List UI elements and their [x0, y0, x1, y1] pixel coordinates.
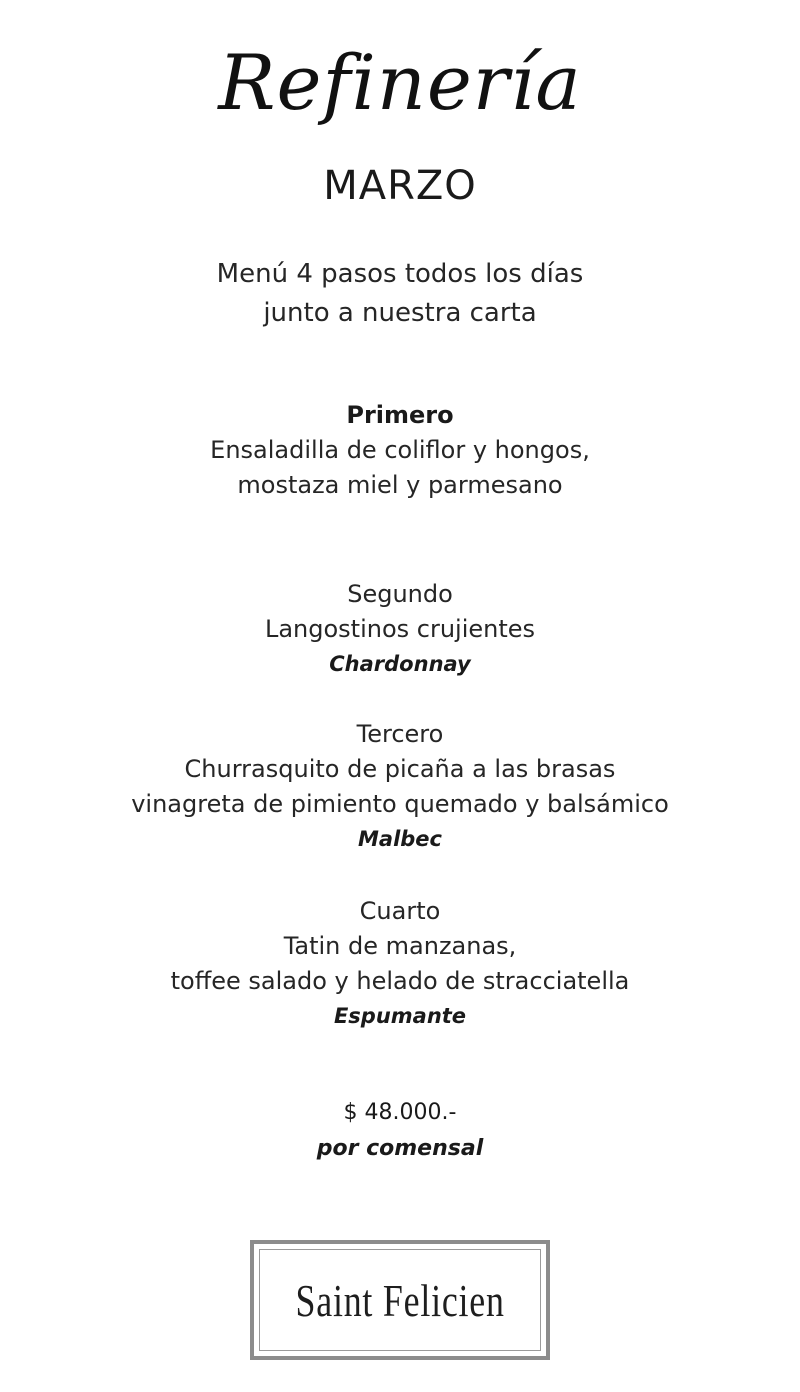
logo-text: Saint Felicien [295, 1274, 505, 1326]
price-per-person: por comensal [316, 1136, 484, 1161]
month-title: MARZO [323, 163, 477, 209]
course-dish-line: Churrasquito de picaña a las brasas [184, 755, 616, 783]
intro-line: junto a nuestra carta [263, 298, 537, 328]
course-title: Segundo [347, 580, 453, 608]
price-block [0, 1095, 800, 1167]
price-amount: $ 48.000.- [343, 1100, 457, 1125]
course-title: Primero [346, 401, 454, 429]
course-dish-line: Langostinos crujientes [264, 615, 536, 643]
course-title: Cuarto [359, 897, 441, 925]
course-dish-line: Tatin de manzanas, [283, 932, 517, 960]
wine-pairing: Malbec [358, 827, 442, 851]
course-tercero [0, 717, 800, 857]
logo-inner-frame [259, 1249, 541, 1351]
course-dish-line: vinagreta de pimiento quemado y balsámico [131, 790, 669, 818]
wine-pairing: Chardonnay [329, 652, 471, 676]
intro-line: Menú 4 pasos todos los días [216, 259, 584, 289]
saint-felicien-logo [250, 1240, 550, 1360]
course-dish-line: mostaza miel y parmesano [237, 471, 563, 499]
menu-intro [0, 255, 800, 333]
course-cuarto [0, 894, 800, 1034]
course-title: Tercero [356, 720, 444, 748]
course-dish-line: Ensaladilla de coliflor y hongos, [210, 436, 590, 464]
course-primero [0, 398, 800, 503]
course-dish-line: toffee salado y helado de stracciatella [170, 967, 630, 995]
brand-title: Refinería [218, 38, 582, 127]
course-segundo [0, 577, 800, 682]
wine-pairing: Espumante [333, 1004, 467, 1028]
